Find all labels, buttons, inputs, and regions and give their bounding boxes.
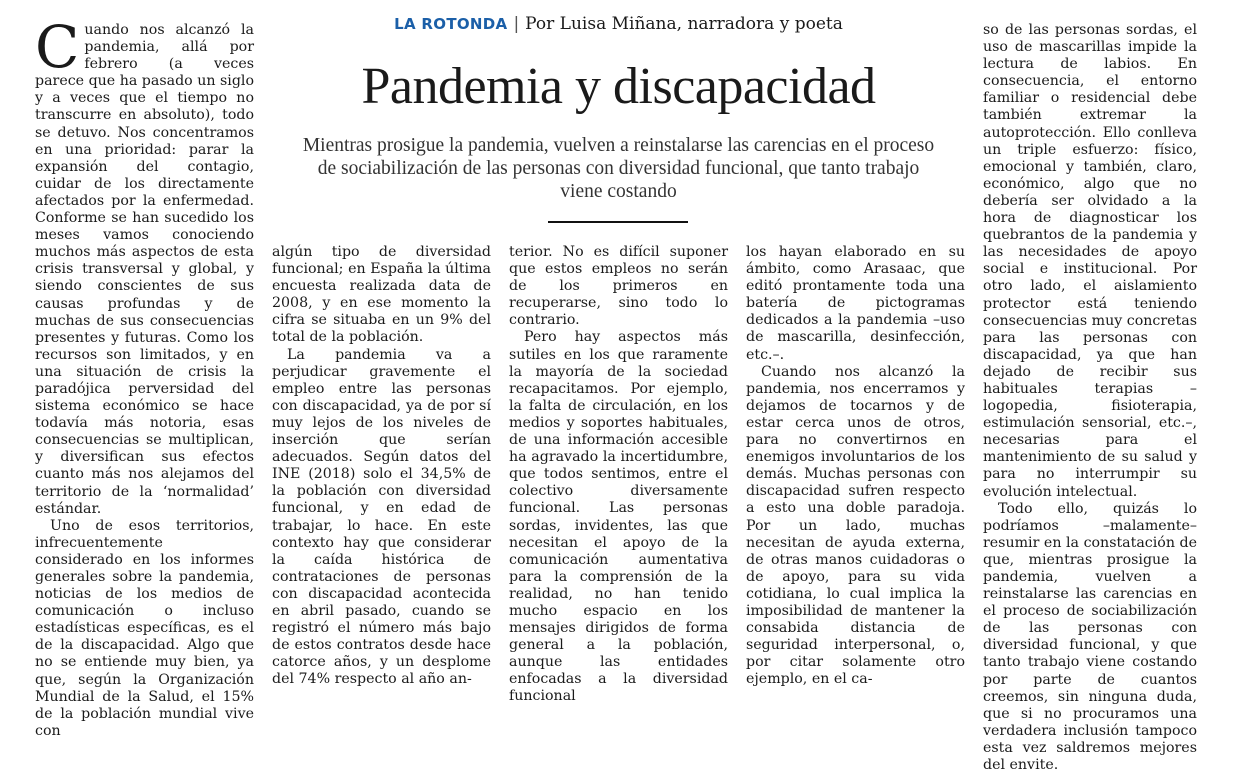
paragraph: Todo ello, quizás lo podríamos –malamente– resumir en la constatación de que, mientras prosigue la pandemia, vuelven a reinstalarse las carencias en el proceso de sociabilización de las personas con diversidad funcional, y que tanto trabajo viene costando por parte de cuantos creemos, sin ninguna duda, que si no procuramos una verdadera inclusión tampoco esta vez saldremos mejores del envite.	[983, 500, 1197, 774]
paragraph: algún tipo de diversidad funcional; en España la última encuesta realizada data de 2008, y en ese momento la cifra se situaba en un 9% del total de la población.	[272, 244, 491, 346]
paragraph-text: uando nos alcanzó la pandemia, allá por febrero (a veces parece que ha pasado un siglo y a veces que el tiempo no transcurre en absoluto), todo se detuvo. Nos concentramos en una prioridad: parar la expansión del contagio, cuidar de los directamente afectados por la enfermedad. Conforme se han sucedido los meses vamos conociendo muchos más aspectos de esta crisis transversal y global, y siendo conscientes de sus causas profundas y de muchas de sus consecuencias presentes y futuras. Como los recursos son limitados, y en una situación de crisis la paradójica perversidad del sistema económico se hace todavía más notoria, esas consecuencias se multiplican, y diversifican sus efectos cuanto más nos alejamos del territorio de la ‘normalidad’ estándar.	[35, 22, 254, 517]
article-header	[272, 14, 965, 34]
paragraph: so de las personas sordas, el uso de mascarillas impide la lectura de labios. En consecuencia, el entorno familiar o residencial debe también extremar la autoprotección. Ello conlleva un triple esfuerzo: físico, emocional y también, claro, económico, algo que no debería ser olvidado a la hora de diagnosticar los quebrantos de la pandemia y las necesidades de apoyo social e institucional. Por otro lado, el aislamiento protector está teniendo consecuencias muy concretas para las personas con discapacidad, ya que han dejado de recibir sus habituales terapias –logopedia, fisioterapia, estimulación sensorial, etc.–, necesarias para el mantenimiento de su salud y para no interrumpir su evolución intelectual.	[983, 22, 1197, 500]
subtitle: Mientras prosigue la pandemia, vuelven a reinstalarse las carencias en el proceso de sociabilización de las personas con diversidad funcional, que tanto trabajo viene costando	[302, 135, 935, 202]
paragraph: Uno de esos territorios, infrecuentemente considerado en los informes generales sobre la pandemia, noticias de los medios de comunicación o incluso estadísticas específicas, es el de la discapacidad. Algo que no se entiende muy bien, ya que, según la Organización Mundial de la Salud, el 15% de la población mundial vive con	[35, 517, 254, 739]
column-5	[983, 22, 1197, 774]
column-1	[35, 13, 254, 740]
paragraph: La pandemia va a perjudicar gravemente el empleo entre las personas con discapacidad, ya de por sí muy lejos de los niveles de inserción que serían adecuados. Según datos del INE (2018) solo el 34,5% de la población con diversidad funcional, y en edad de trabajar, lo hace. En este contexto hay que considerar la caída histórica de contrataciones de personas con discapacidad acontecida en abril pasado, cuando se registró el número más bajo de estos contratos desde hace catorce años, y un desplome del 74% respecto al año an-	[272, 346, 491, 688]
paragraph: terior. No es difícil suponer que estos empleos no serán de los primeros en recuperarse, sino todo lo contrario.	[509, 244, 728, 329]
byline: Por Luisa Miñana, narradora y poeta	[525, 14, 843, 34]
headline: Pandemia y discapacidad	[361, 58, 876, 115]
paragraph	[35, 13, 254, 518]
paragraph: Cuando nos alcanzó la pandemia, nos encerramos y dejamos de tocarnos y de estar cerca unos de otros, para no convertirnos en enemigos involuntarios de los demás. Muchas personas con discapacidad sufren respecto a esto una doble paradoja. Por un lado, muchas necesitan de ayuda externa, de otras manos cuidadoras o de apoyo, para su vida cotidiana, lo cual implica la imposibilidad de mantener la consabida distancia de seguridad interpersonal, o, por citar solamente otro ejemplo, en el ca-	[746, 363, 965, 688]
dropcap: C	[35, 13, 80, 81]
column-2	[272, 244, 491, 688]
paragraph: Pero hay aspectos más sutiles en los que raramente la mayoría de la sociedad recapacitamos. Por ejemplo, la falta de circulación, en los medios y soportes habituales, de una información accesible ha agravado la incertidumbre, que todos sentimos, entre el colectivo diversamente funcional. Las personas sordas, invidentes, las que necesitan el apoyo de la comunicación aumentativa para la comprensión de la realidad, no han tenido mucho espacio en los mensajes dirigidos de forma general a la población, aunque las entidades enfocadas a la diversidad funcional	[509, 329, 728, 705]
divider-rule	[548, 221, 688, 223]
column-4	[746, 244, 965, 688]
column-3	[509, 244, 728, 706]
section-label: LA ROTONDA	[394, 15, 508, 33]
paragraph: los hayan elaborado en su ámbito, como Arasaac, que editó prontamente toda una batería de pictogramas dedicados a la pandemia –uso de mascarilla, desinfección, etc.–.	[746, 244, 965, 363]
header-separator: |	[513, 14, 520, 34]
